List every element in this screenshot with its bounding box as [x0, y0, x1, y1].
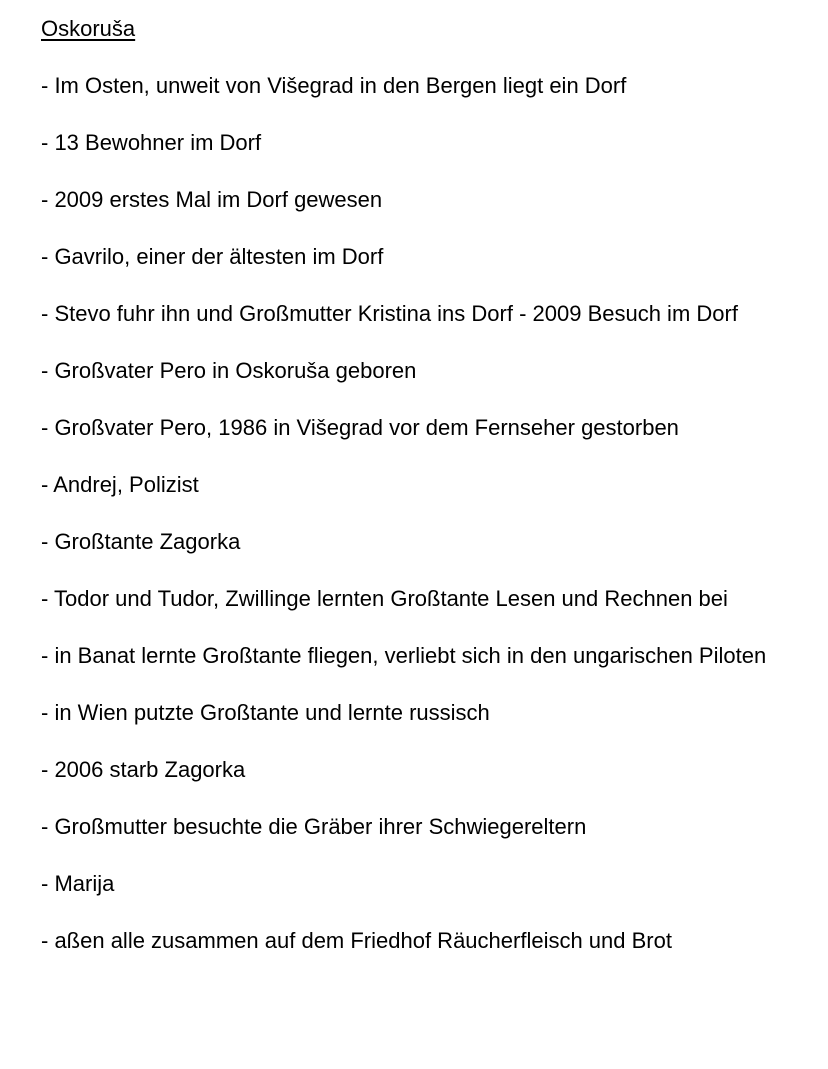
list-item: - 2006 starb Zagorka — [41, 757, 246, 782]
list-item: - 2009 erstes Mal im Dorf gewesen — [41, 187, 383, 212]
list-item: - Großtante Zagorka — [41, 529, 241, 554]
list-item: - Gavrilo, einer der ältesten im Dorf — [41, 244, 384, 269]
notes-list — [41, 72, 801, 955]
list-item: - Stevo fuhr ihn und Großmutter Kristina ins Dorf - 2009 Besuch im Dorf — [41, 301, 738, 326]
list-item: - Todor und Tudor, Zwillinge lernten Großtante Lesen und Rechnen bei — [41, 586, 728, 611]
list-item: - in Wien putzte Großtante und lernte russisch — [41, 700, 490, 725]
list-item: - in Banat lernte Großtante fliegen, verliebt sich in den ungarischen Piloten — [41, 643, 767, 668]
list-item: - Großvater Pero in Oskoruša geboren — [41, 358, 417, 383]
document-page — [41, 15, 801, 984]
list-item: - Andrej, Polizist — [41, 472, 199, 497]
document-title: Oskoruša — [41, 16, 136, 41]
list-item: - Großvater Pero, 1986 in Višegrad vor dem Fernseher gestorben — [41, 415, 679, 440]
list-item: - Marija — [41, 871, 115, 896]
list-item: - 13 Bewohner im Dorf — [41, 130, 262, 155]
list-item: - aßen alle zusammen auf dem Friedhof Räucherfleisch und Brot — [41, 928, 672, 953]
list-item: - Im Osten, unweit von Višegrad in den Bergen liegt ein Dorf — [41, 73, 627, 98]
list-item: - Großmutter besuchte die Gräber ihrer Schwiegereltern — [41, 814, 587, 839]
